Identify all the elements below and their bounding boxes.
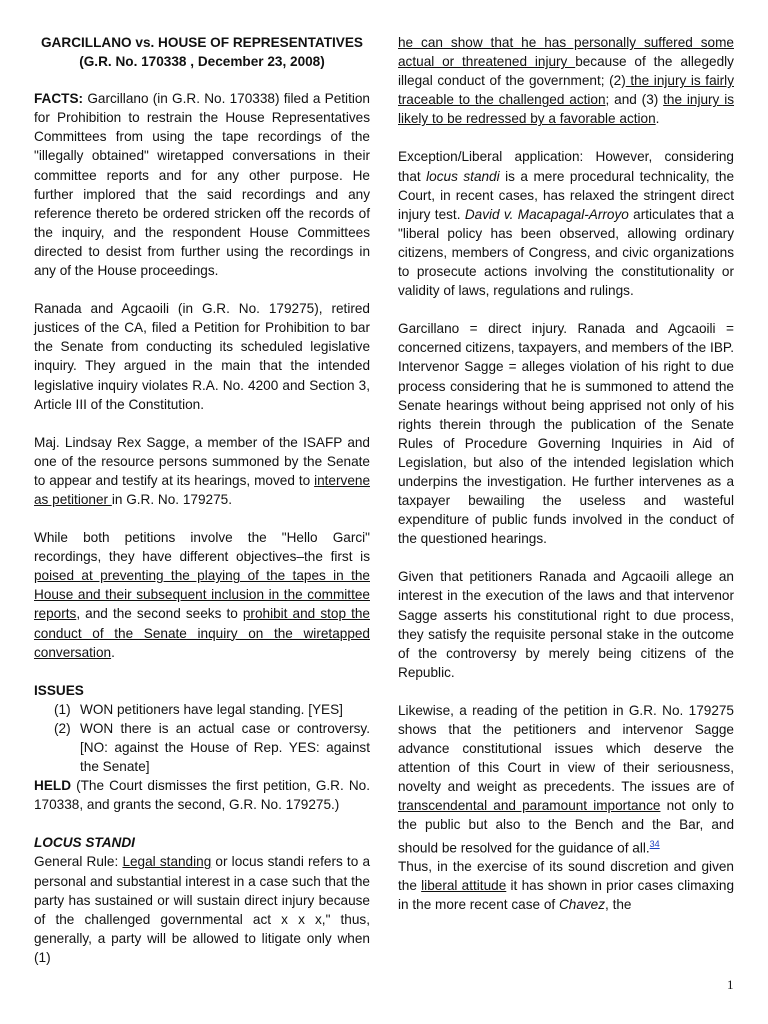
- facts-paragraph-3: [34, 433, 370, 509]
- issue-item: [34, 719, 370, 776]
- text-run: not only to the public but also to the Bench and the Bar, and should be resolved for the guidance of all.: [398, 798, 734, 856]
- text-run: Exception/Liberal application: However, considering that: [398, 149, 734, 184]
- text-run: or locus standi refers to a personal and substantial interest in a case such that the party has sustained or will sustain direct injury because of the challenged governmental act x x x," thus, generally, a party will be allowed to litigate only when (1): [34, 854, 371, 965]
- text-run: General Rule:: [34, 854, 123, 870]
- left-column: [34, 33, 370, 967]
- underlined-text: prohibit and stop the conduct of the Senate inquiry on the wiretapped conversation: [34, 606, 370, 660]
- issue-text: WON petitioners have legal standing. [YES]: [80, 701, 343, 717]
- exception-paragraph: [398, 147, 734, 300]
- facts-paragraph-4: [34, 528, 370, 662]
- thus-paragraph: [398, 857, 734, 914]
- held-paragraph: [34, 776, 370, 814]
- parties-paragraph: Garcillano = direct injury. Ranada and Agcaoili = concerned citizens, taxpayers, and members of the IBP. Intervenor Sagge = alleges violation of his right to due process considering that he is summoned to attend the Senate hearings without being apprised not only of his rights therein through the publication of the Senate Rules of Procedure Governing Inquiries in Aid of Legislation, but also of the intended legislation which underpins the investigation. He further intervenes as a taxpayer bewailing the useless and wasteful expenditure of public funds involved in the conduct of the questioned hearings.: [398, 321, 734, 547]
- case-citation: Chavez: [558, 897, 606, 913]
- underlined-text: the injury is likely to be redressed by a favorable action: [398, 92, 735, 127]
- issue-number: (1): [54, 701, 71, 717]
- text-run: , the: [605, 897, 632, 913]
- general-rule-continued: [398, 33, 734, 128]
- text-run: While both petitions involve the "Hello Garci" recordings, they have different objectives–the first is: [34, 530, 370, 565]
- issue-item: [34, 700, 370, 719]
- right-column: [398, 33, 734, 933]
- case-title: [34, 33, 370, 71]
- footnote-link[interactable]: 34: [649, 838, 660, 849]
- underlined-text: liberal attitude: [421, 878, 507, 894]
- underlined-text: he can show that he has personally suffered some actual or threatened injury: [398, 35, 734, 70]
- facts-paragraph-2: Ranada and Agcaoili (in G.R. No. 179275), retired justices of the CA, filed a Petition for Prohibition to bar the Senate from conducting its scheduled legislative inquiry. They argued in the main that the intended legislative inquiry violates R.A. No. 4200 and Section 3, Article III of the Constitution.: [34, 301, 370, 412]
- facts-text: Garcillano (in G.R. No. 170338) filed a Petition for Prohibition to restrain the House Representatives Committees from using the tape recordings of the "illegally obtained" wiretapped conversations in their committee reports and for any other purpose. He further implored that the said recordings and any reference thereto be ordered stricken off the records of the inquiry, and the respondent House Committees directed to desist from further using the recordings in any of the House proceedings.: [34, 91, 370, 279]
- text-run: Maj. Lindsay Rex Sagge, a member of the ISAFP and one of the resource persons summoned by the Senate to appear and testify at its hearings, moved to: [34, 434, 370, 488]
- issues-list: [34, 700, 370, 776]
- facts-label: FACTS:: [34, 91, 84, 107]
- text-run: , and the second seeks to: [76, 606, 243, 622]
- text-run: Thus, in the exercise of its sound discretion and given the: [398, 859, 734, 894]
- text-run: articulates that a "liberal policy has been observed, allowing ordinary citizens, members of Congress, and civic organizations to prosecute actions involving the constitutionality or validity of laws, regulations and rulings.: [398, 206, 734, 299]
- locus-standi-heading: LOCUS STANDI: [34, 835, 135, 851]
- text-run: in G.R. No. 179275.: [111, 491, 232, 507]
- held-text: (The Court dismisses the first petition, G.R. No. 170338, and grants the second, G.R. No. 179275.): [34, 778, 370, 813]
- case-title-line1: GARCILLANO vs. HOUSE OF REPRESENTATIVES: [40, 35, 363, 50]
- text-run: ; and (3): [605, 92, 664, 108]
- underlined-text: Legal standing: [122, 854, 212, 870]
- underlined-text: the injury is fairly traceable to the challenged action: [398, 73, 734, 108]
- held-label: HELD: [34, 778, 72, 794]
- text-run: it has shown in prior cases climaxing in the more recent case of: [398, 878, 735, 913]
- italic-text: locus standi: [426, 168, 500, 184]
- text-run: .: [111, 644, 115, 660]
- case-title-line2: (G.R. No. 170338 , December 23, 2008): [79, 54, 325, 70]
- page-number: 1: [727, 977, 734, 992]
- text-run: is a mere procedural technicality, the Court, in recent cases, has relaxed the stringent direct injury test.: [398, 168, 735, 222]
- facts-paragraph-1: [34, 89, 370, 280]
- text-run: because of the allegedly illegal conduct of the government; (2): [398, 54, 734, 89]
- text-run: Likewise, a reading of the petition in G.R. No. 179275 shows that the petitioners and intervenor Sagge advance constitutional issues which deserve the attention of this Court in view of their seriousness, novelty and weight as precedents. The issues are of: [398, 702, 734, 795]
- issue-number: (2): [54, 720, 71, 736]
- case-citation: David v. Macapagal-Arroyo: [464, 206, 629, 222]
- underlined-text: poised at preventing the playing of the tapes in the House and their subsequent inclusion in the committee reports: [34, 568, 370, 622]
- general-rule-paragraph: [34, 852, 370, 967]
- underlined-text: intervene as petitioner: [34, 472, 370, 507]
- given-paragraph: Given that petitioners Ranada and Agcaoili allege an interest in the execution of the laws and that intervenor Sagge asserts his constitutional right to due process, they satisfy the requisite personal stake in the outcome of the controversy by merely being citizens of the Republic.: [398, 569, 734, 680]
- issue-text: WON there is an actual case or controversy. [NO: against the House of Rep. YES: against the Senate]: [80, 720, 370, 775]
- text-run: .: [655, 111, 660, 127]
- underlined-text: transcendental and paramount importance: [398, 798, 661, 814]
- issues-heading: ISSUES: [34, 682, 84, 698]
- likewise-paragraph: [398, 701, 734, 857]
